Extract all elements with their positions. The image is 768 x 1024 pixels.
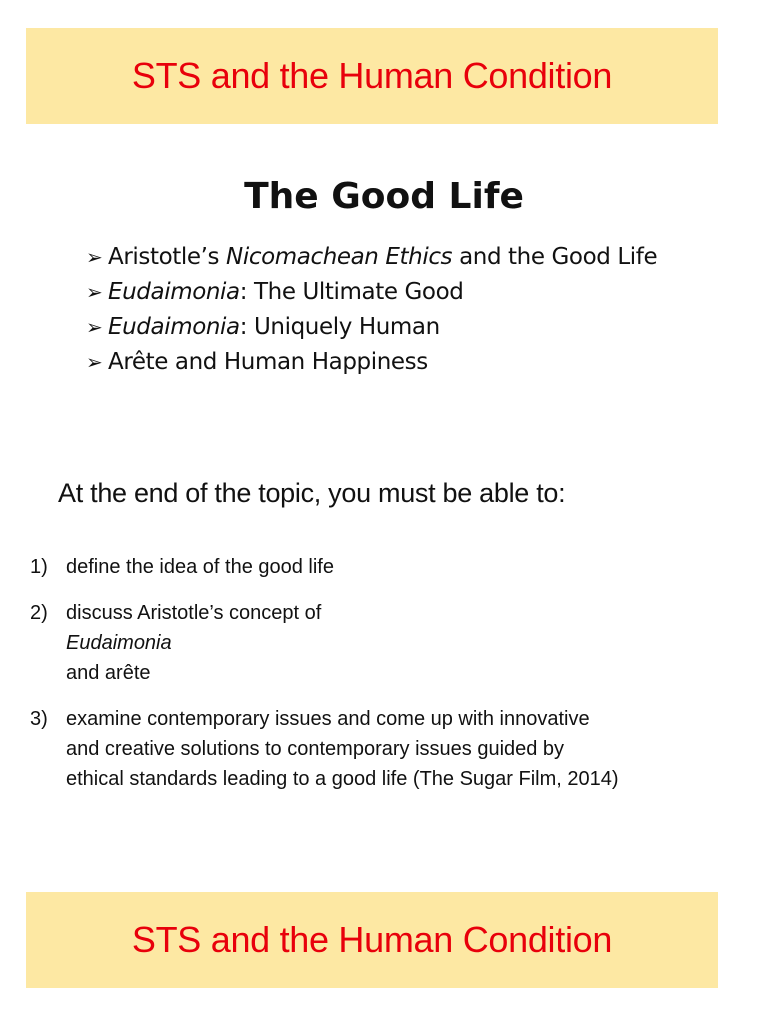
objectives-list	[30, 552, 750, 794]
objective-text: define the idea of the good life	[66, 556, 334, 578]
objective-item	[30, 552, 750, 582]
footer-banner-text: STS and the Human Condition	[131, 919, 613, 960]
objective-number: 2)	[30, 602, 48, 624]
objective-text: discuss Aristotle’s concept of Eudaimonia and arête	[66, 602, 322, 684]
objective-text: examine contemporary issues and come up with innovative and creative solutions to contemporary issues guided by ethical standards leading to a good life (The Sugar Film, 2014)	[66, 708, 619, 790]
objective-number: 3)	[30, 708, 48, 730]
topic-list	[86, 240, 746, 380]
header-banner	[26, 28, 718, 124]
objectives-heading: At the end of the topic, you must be able to:	[58, 478, 566, 508]
objective-item	[30, 704, 750, 794]
header-banner-text: STS and the Human Condition	[131, 55, 613, 96]
topic-item: ➢ Eudaimonia: The Ultimate Good	[86, 275, 746, 310]
topic-item: ➢ Arête and Human Happiness	[86, 345, 746, 380]
objective-number: 1)	[30, 556, 48, 578]
footer-banner	[26, 892, 718, 988]
page-title: The Good Life	[244, 176, 524, 217]
objective-item	[30, 598, 750, 688]
topic-item: ➢ Eudaimonia: Uniquely Human	[86, 310, 746, 345]
topic-item: ➢ Aristotle’s Nicomachean Ethics and the Good Life	[86, 240, 746, 275]
arrow-bullet-icon: ➢	[86, 245, 103, 269]
arrow-bullet-icon: ➢	[86, 280, 103, 304]
arrow-bullet-icon: ➢	[86, 350, 103, 374]
arrow-bullet-icon: ➢	[86, 315, 103, 339]
